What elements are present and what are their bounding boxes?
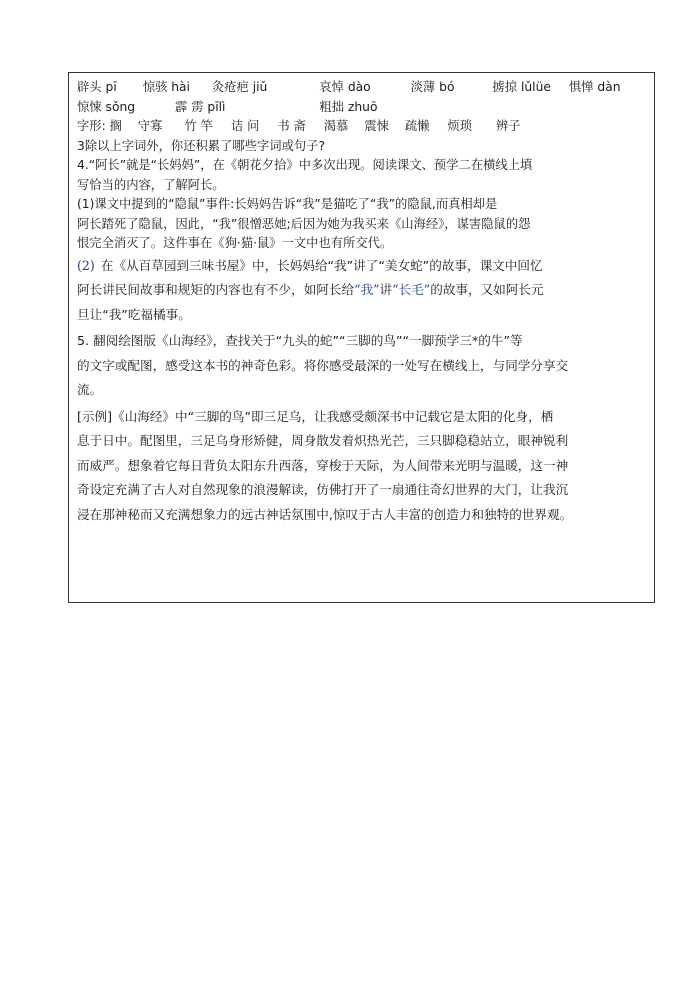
vocab-pinyin: zhuō — [347, 99, 378, 114]
vocab-word: 惊骇 — [142, 80, 168, 94]
q4-part1-line: 阿长踏死了隐鼠，因此，“我”很憎恶她;后因为她为我买来《山海经》，谋害隐鼠的怨 — [77, 216, 531, 231]
zixing-word: 诘 问 — [230, 119, 260, 133]
q4-part2-highlight: “我” — [354, 282, 380, 297]
vocab-pinyin: bó — [439, 80, 455, 94]
q4-part2-line: 旦让“我”吃福橘事。 — [77, 306, 191, 322]
vocab-pinyin: pī — [105, 80, 117, 94]
zixing-word: 烦琐 — [447, 119, 472, 133]
vocab-word: 粗拙 — [319, 99, 345, 114]
q4-part2-text: 在《从百草园到三味书屋》中，长妈妈给“我”讲了“美女蛇”的故事，课文中回忆 — [100, 257, 543, 273]
example-answer-line: [示例]《山海经》中“三脚的鸟”即三足乌，让我感受颇深书中记载它是太阳的化身，栖 — [77, 408, 554, 424]
q4-part1-line: (1)课文中提到的“隐鼠”事件:长妈妈告诉“我”是猫吃了“我”的隐鼠,而真相却是 — [77, 197, 498, 211]
q4-part2-line — [77, 278, 648, 303]
question-5-line: 流。 — [77, 382, 103, 397]
vocab-line-1 — [77, 78, 648, 98]
zixing-word: 疏懒 — [404, 119, 430, 133]
question-5-line: 5. 翻阅绘图版《山海经》，查找关于“九头的蛇”“三脚的鸟”“一脚预学三*的牛”等 — [77, 333, 523, 348]
vocab-word: 淡薄 — [410, 80, 436, 94]
vocab-pinyin: dàn — [597, 80, 621, 94]
q4-part2-text: 阿长讲民间故事和规矩的内容也有不少，如阿长给 — [77, 282, 355, 297]
vocab-pinyin: jiǔ — [252, 80, 268, 94]
vocab-pinyin: pīlì — [207, 99, 226, 114]
question-3: 3除以上字词外，你还积累了哪些字词或句子? — [77, 138, 325, 153]
vocab-word: 辟头 — [77, 80, 102, 94]
vocab-pinyin: hài — [171, 80, 190, 94]
question-4-line: 4.“阿长”就是“长妈妈”，在《朝花夕拾》中多次出现。阅读课文、预学二在横线上填 — [77, 158, 533, 172]
vocab-line-2 — [77, 98, 648, 118]
q4-part2-text: 的故事，又如阿长元 — [430, 282, 544, 297]
example-answer-line: 息于日中。配图里，三足乌身形矫健，周身散发着炽热光芒，三只脚稳稳站立，眼神锐利 — [77, 433, 569, 448]
zixing-word: 竹 竿 — [184, 119, 213, 133]
vocab-word: 掳掠 — [492, 80, 518, 94]
zixing-word: 震悚 — [364, 119, 389, 133]
vocab-word: 霹 雳 — [174, 99, 204, 114]
zixing-word: 书 斋 — [277, 119, 306, 133]
vocab-word: 惊悚 — [77, 99, 102, 114]
question-5-line: 的文字或配图，感受这本书的神奇色彩。将你感受最深的一处写在横线上，与同学分享交 — [77, 357, 569, 373]
q4-part1-line: 恨完全消灭了。这件事在《狗·猫·鼠》一文中也有所交代。 — [77, 236, 393, 250]
example-answer-line: 奇设定充满了古人对自然现象的浪漫解读，仿佛打开了一扇通往奇幻世界的大门，让我沉 — [77, 482, 569, 497]
example-answer-line: 浸在那神秘而又充满想象力的远古神话氛围中,惊叹于古人丰富的创造力和独特的世界观。 — [77, 506, 573, 522]
vocab-pinyin: lǔlüe — [520, 80, 551, 94]
q4-part2-line — [77, 254, 648, 279]
zixing-label: 字形: — [77, 119, 106, 133]
example-answer-line: 而威严。想象着它每日背负太阳东升西落，穿梭于天际，为人间带来光明与温暖，这一神 — [77, 457, 569, 473]
vocab-word: 灸疮疤 — [211, 80, 249, 94]
q4-part2 — [77, 254, 648, 528]
vocab-pinyin: sǒng — [105, 99, 136, 114]
zixing-word: 守寡 — [137, 119, 163, 133]
vocab-word: 哀悼 — [319, 80, 344, 94]
zixing-word: 渴慕 — [323, 119, 349, 133]
zixing-word: 辨子 — [495, 119, 521, 133]
q4-part2-text: 讲 — [379, 282, 393, 297]
vocab-word: 惧惮 — [568, 80, 594, 94]
zixing-word: 搁 — [109, 119, 122, 133]
question-4-line: 写恰当的内容，了解阿长。 — [77, 177, 225, 192]
zixing-line — [77, 117, 648, 137]
q4-part2-highlight: “长毛” — [392, 282, 431, 297]
q4-part2-number: (2) — [77, 257, 95, 273]
vocab-pinyin: dào — [347, 80, 371, 94]
content-box — [68, 72, 655, 603]
